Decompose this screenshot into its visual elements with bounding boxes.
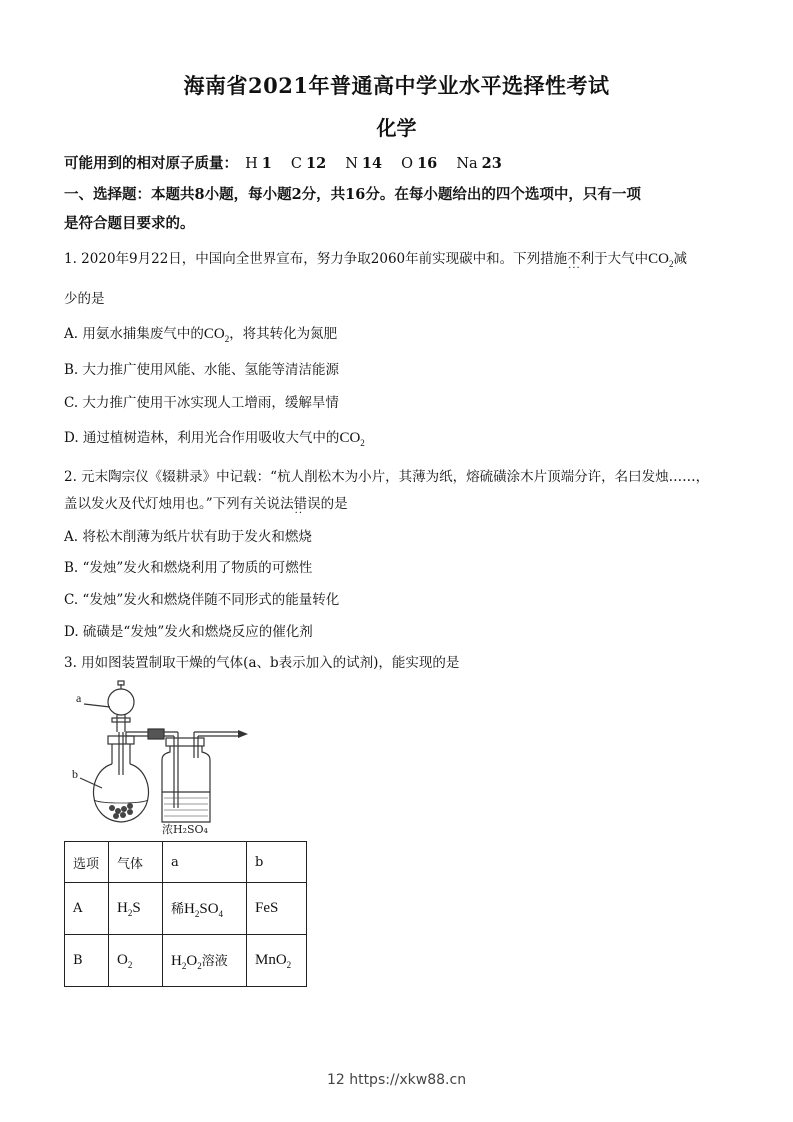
option-text: ，将其转化为氮肥 xyxy=(229,326,338,342)
formula-part: O xyxy=(117,951,128,968)
table-cell-gas xyxy=(109,935,163,987)
q2-emphasis: 错误 ·· xyxy=(294,496,321,512)
formula-sub: 2 xyxy=(286,959,292,970)
table-row xyxy=(65,883,307,935)
elem-symbol: H xyxy=(245,156,258,172)
formula-sub: 2 xyxy=(194,909,200,919)
q2-option-a: A. 将松木削薄为纸片状有助于发火和燃烧 xyxy=(64,529,312,545)
q2-option-d: D. 硫磺是“发烛”发火和燃烧反应的催化剂 xyxy=(64,624,313,640)
co2-formula xyxy=(339,430,364,446)
table-header-cell: 气体 xyxy=(109,842,163,883)
table-header-cell: a xyxy=(163,842,247,883)
figure-label-a: a xyxy=(76,691,82,705)
exam-title: 海南省2021年普通高中学业水平选择性考试 xyxy=(183,73,610,98)
q1-stem-text: 1. 2020年9月22日，中国向全世界宣布，努力争取2060年前实现碳中和。下列措施 xyxy=(64,251,568,267)
formula-sub: 2 xyxy=(224,334,230,344)
table-cell-b: FeS xyxy=(247,883,307,935)
formula-part: SO xyxy=(199,901,219,917)
q3-options-table xyxy=(64,841,307,987)
table-cell-a xyxy=(163,935,247,987)
q2-stem-cont xyxy=(64,492,348,512)
q1-stem xyxy=(64,247,687,269)
section1-heading-line2: 是符合题目要求的。 xyxy=(64,215,195,232)
section1-heading-line1: 一、选择题：本题共8小题，每小题2分，共16分。在每小题给出的四个选项中，只有一项 xyxy=(64,186,641,203)
apparatus-figure xyxy=(70,680,260,835)
cell-text: 稀 xyxy=(171,902,185,917)
formula-sub: 2 xyxy=(197,961,202,971)
q2-option-c: C. “发烛”发火和燃烧伴随不同形式的能量转化 xyxy=(64,592,340,608)
table-cell-gas xyxy=(109,883,163,935)
formula-sub: 2 xyxy=(669,259,674,269)
formula-part: H xyxy=(117,899,128,916)
q1-option-a xyxy=(64,322,337,344)
elem-mass: 12 xyxy=(305,155,327,172)
formula-part: CO xyxy=(203,326,225,342)
q3-stem: 3. 用如图装置制取干燥的气体(a、b表示加入的试剂)，能实现的是 xyxy=(64,655,460,671)
q2-stem-text: 盖以发火及代灯烛用也。”下列有关说法 xyxy=(64,496,294,512)
elem-mass: 14 xyxy=(361,155,383,172)
q2-stem: 2. 元末陶宗仪《辍耕录》中记载：“杭人削松木为小片，其薄为纸，熔硫磺涂木片顶端分许，名曰发烛……， xyxy=(64,469,710,485)
table-row xyxy=(65,935,307,987)
subject-title: 化学 xyxy=(376,116,417,140)
formula-part: CO xyxy=(339,430,361,446)
formula-part: S xyxy=(132,899,141,916)
q1-option-d xyxy=(64,426,365,448)
q1-option-b: B. 大力推广使用风能、水能、氢能等清洁能源 xyxy=(64,362,340,378)
table-cell-option: A xyxy=(65,883,109,935)
q2-stem-text: 的是 xyxy=(320,496,348,512)
q1-option-c: C. 大力推广使用干冰实现人工增雨，缓解旱情 xyxy=(64,395,339,411)
elem-mass: 16 xyxy=(417,155,438,172)
formula-part: MnO xyxy=(255,951,287,968)
atomic-mass-line xyxy=(64,152,516,173)
h2o2-formula xyxy=(171,953,202,969)
option-text: D. 通过植树造林，利用光合作用吸收大气中的 xyxy=(64,430,340,446)
q1-emphasis: 不利于 ··· xyxy=(567,251,608,267)
formula-sub: 2 xyxy=(127,959,133,970)
formula-sub: 2 xyxy=(360,438,365,448)
formula-part: CO xyxy=(648,251,669,267)
elem-mass: 1 xyxy=(261,155,272,172)
table-header-row xyxy=(65,842,307,883)
q1-stem-text: 减 xyxy=(673,251,687,267)
page-footer: 12 https://xkw88.cn xyxy=(326,1072,467,1088)
elem-symbol: O xyxy=(401,156,414,172)
co2-formula xyxy=(648,251,673,267)
q2-option-b: B. “发烛”发火和燃烧利用了物质的可燃性 xyxy=(64,560,313,576)
cell-text: 溶液 xyxy=(201,954,228,969)
table-header-cell: 选项 xyxy=(65,842,109,883)
formula-sub: 4 xyxy=(218,909,224,919)
h2so4-formula xyxy=(184,901,223,917)
figure-label-b: b xyxy=(72,767,78,781)
formula-sub: 2 xyxy=(181,961,187,971)
formula-part: H xyxy=(171,953,182,969)
elem-symbol: N xyxy=(345,156,358,172)
table-cell-b xyxy=(247,935,307,987)
co2-formula xyxy=(204,326,229,342)
table-cell-a xyxy=(163,883,247,935)
elem-symbol: Na xyxy=(456,156,478,172)
formula-sub: 2 xyxy=(127,907,133,918)
q1-stem-cont: 少的是 xyxy=(64,291,105,307)
q1-stem-text: 大气中 xyxy=(607,251,649,267)
formula-part: O xyxy=(186,953,198,969)
table-header-cell: b xyxy=(247,842,307,883)
atomic-mass-label: 可能用到的相对原子质量： xyxy=(64,155,238,172)
formula-part: H xyxy=(184,901,195,917)
figure-label-acid: 浓H₂SO₄ xyxy=(162,823,208,835)
option-text: A. 用氨水捕集废气中的 xyxy=(64,326,204,342)
elem-mass: 23 xyxy=(481,155,502,172)
elem-symbol: C xyxy=(290,156,302,172)
table-cell-option: B xyxy=(65,935,109,987)
